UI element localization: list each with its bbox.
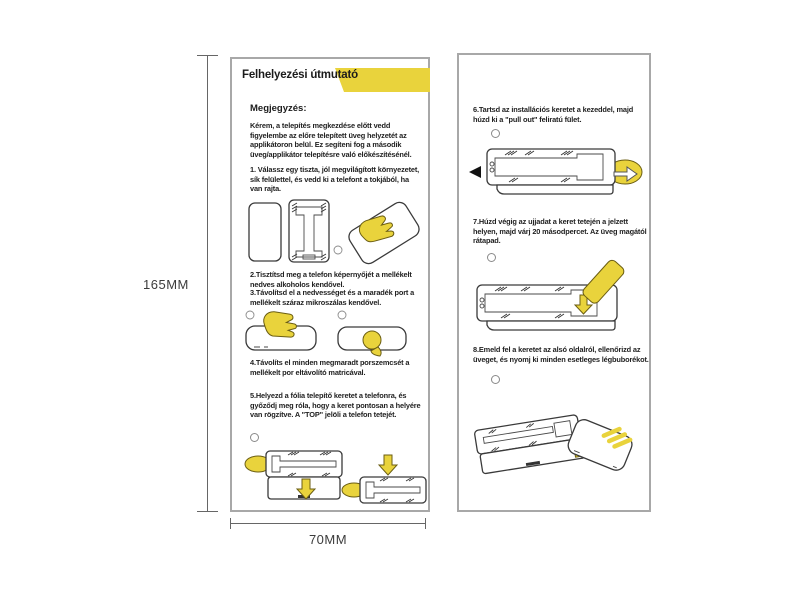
left-instruction-panel	[230, 57, 430, 512]
page-title: Felhelyezési útmutató	[242, 69, 358, 81]
height-dimension-tick-bottom	[197, 511, 218, 512]
note-paragraph: Kérem, a telepítés megkezdése előtt vedd figyelembe az előre telepített üveg helyzetét az applikátoron belül. Ez segíteni fog a második üveg/applikátor telepítésre való előkészítésénél.	[250, 121, 412, 159]
step-5-diagram	[236, 443, 426, 507]
step-5-text: 5.Helyezd a fólia telepítő keretet a telefonra, és győződj meg róla, hogy a keret pontosan a helyére van rögzítve. A "TOP" jelöli a telefon tetejét.	[250, 391, 421, 420]
phone-outline	[249, 203, 281, 261]
left-arrow-icon	[469, 166, 481, 178]
step-7-text: 7.Húzd végig az ujjadat a keret tetején a jelzett helyen, majd várj 20 másodpercet. Az üveg magától rátapad.	[473, 217, 647, 246]
step-marker-icon	[491, 129, 500, 138]
step-2-3-diagram	[242, 307, 418, 357]
step-4-text: 4.Távolíts el minden megmaradt porszemcsét a mellékelt por eltávolító matricával.	[250, 358, 410, 377]
phone-wipe-cloth	[246, 309, 316, 350]
step-marker-icon	[338, 311, 346, 319]
step-1-text: 1. Válassz egy tiszta, jól megvilágított környezetet, sík felülettel, és vedd ki a telefont a tokjából, ha van rajta.	[250, 165, 420, 194]
height-dimension-tick-top	[197, 55, 218, 56]
step-8-text: 8.Emeld fel a keretet az alsó oldalról, ellenőrizd az üveget, és nyomj ki minden esetleges légbuborékot.	[473, 345, 649, 364]
width-dimension-label: 70MM	[308, 532, 348, 547]
step-8-diagram	[461, 383, 651, 489]
step-2-text: 2.Tisztítsd meg a telefon képernyőjét a mellékelt nedves alkoholos kendővel.	[250, 270, 412, 289]
down-arrow-icon	[379, 455, 397, 475]
applicator-on-phone	[245, 451, 342, 499]
step-marker-icon	[250, 433, 259, 442]
applicator-with-arrow	[342, 455, 426, 503]
step-marker-icon	[334, 246, 342, 254]
height-dimension-line	[207, 55, 208, 512]
step-6-text: 6.Tartsd az installációs keretet a kezeddel, majd húzd ki a "pull out" feliratú fület.	[473, 105, 634, 124]
dust-sticker-icon	[363, 331, 381, 349]
width-dimension-tick-right	[425, 518, 426, 529]
right-instruction-panel	[457, 53, 651, 512]
height-dimension-label: 165MM	[143, 277, 189, 292]
phone-dust-sticker	[338, 327, 406, 356]
step-3-text: 3.Távolítsd el a nedvességet és a maradék port a mellékelt száraz mikroszálas kendővel.	[250, 288, 415, 307]
note-heading: Megjegyzés:	[250, 103, 307, 114]
step-6-diagram	[465, 141, 647, 207]
step-1-diagram	[246, 197, 424, 267]
width-dimension-tick-left	[230, 518, 231, 529]
step-7-diagram	[465, 247, 647, 341]
phone-with-cleaning-cloth	[345, 198, 422, 266]
applicator-frame-portrait	[289, 200, 329, 262]
width-dimension-line	[230, 523, 426, 524]
step-marker-icon	[246, 311, 254, 319]
